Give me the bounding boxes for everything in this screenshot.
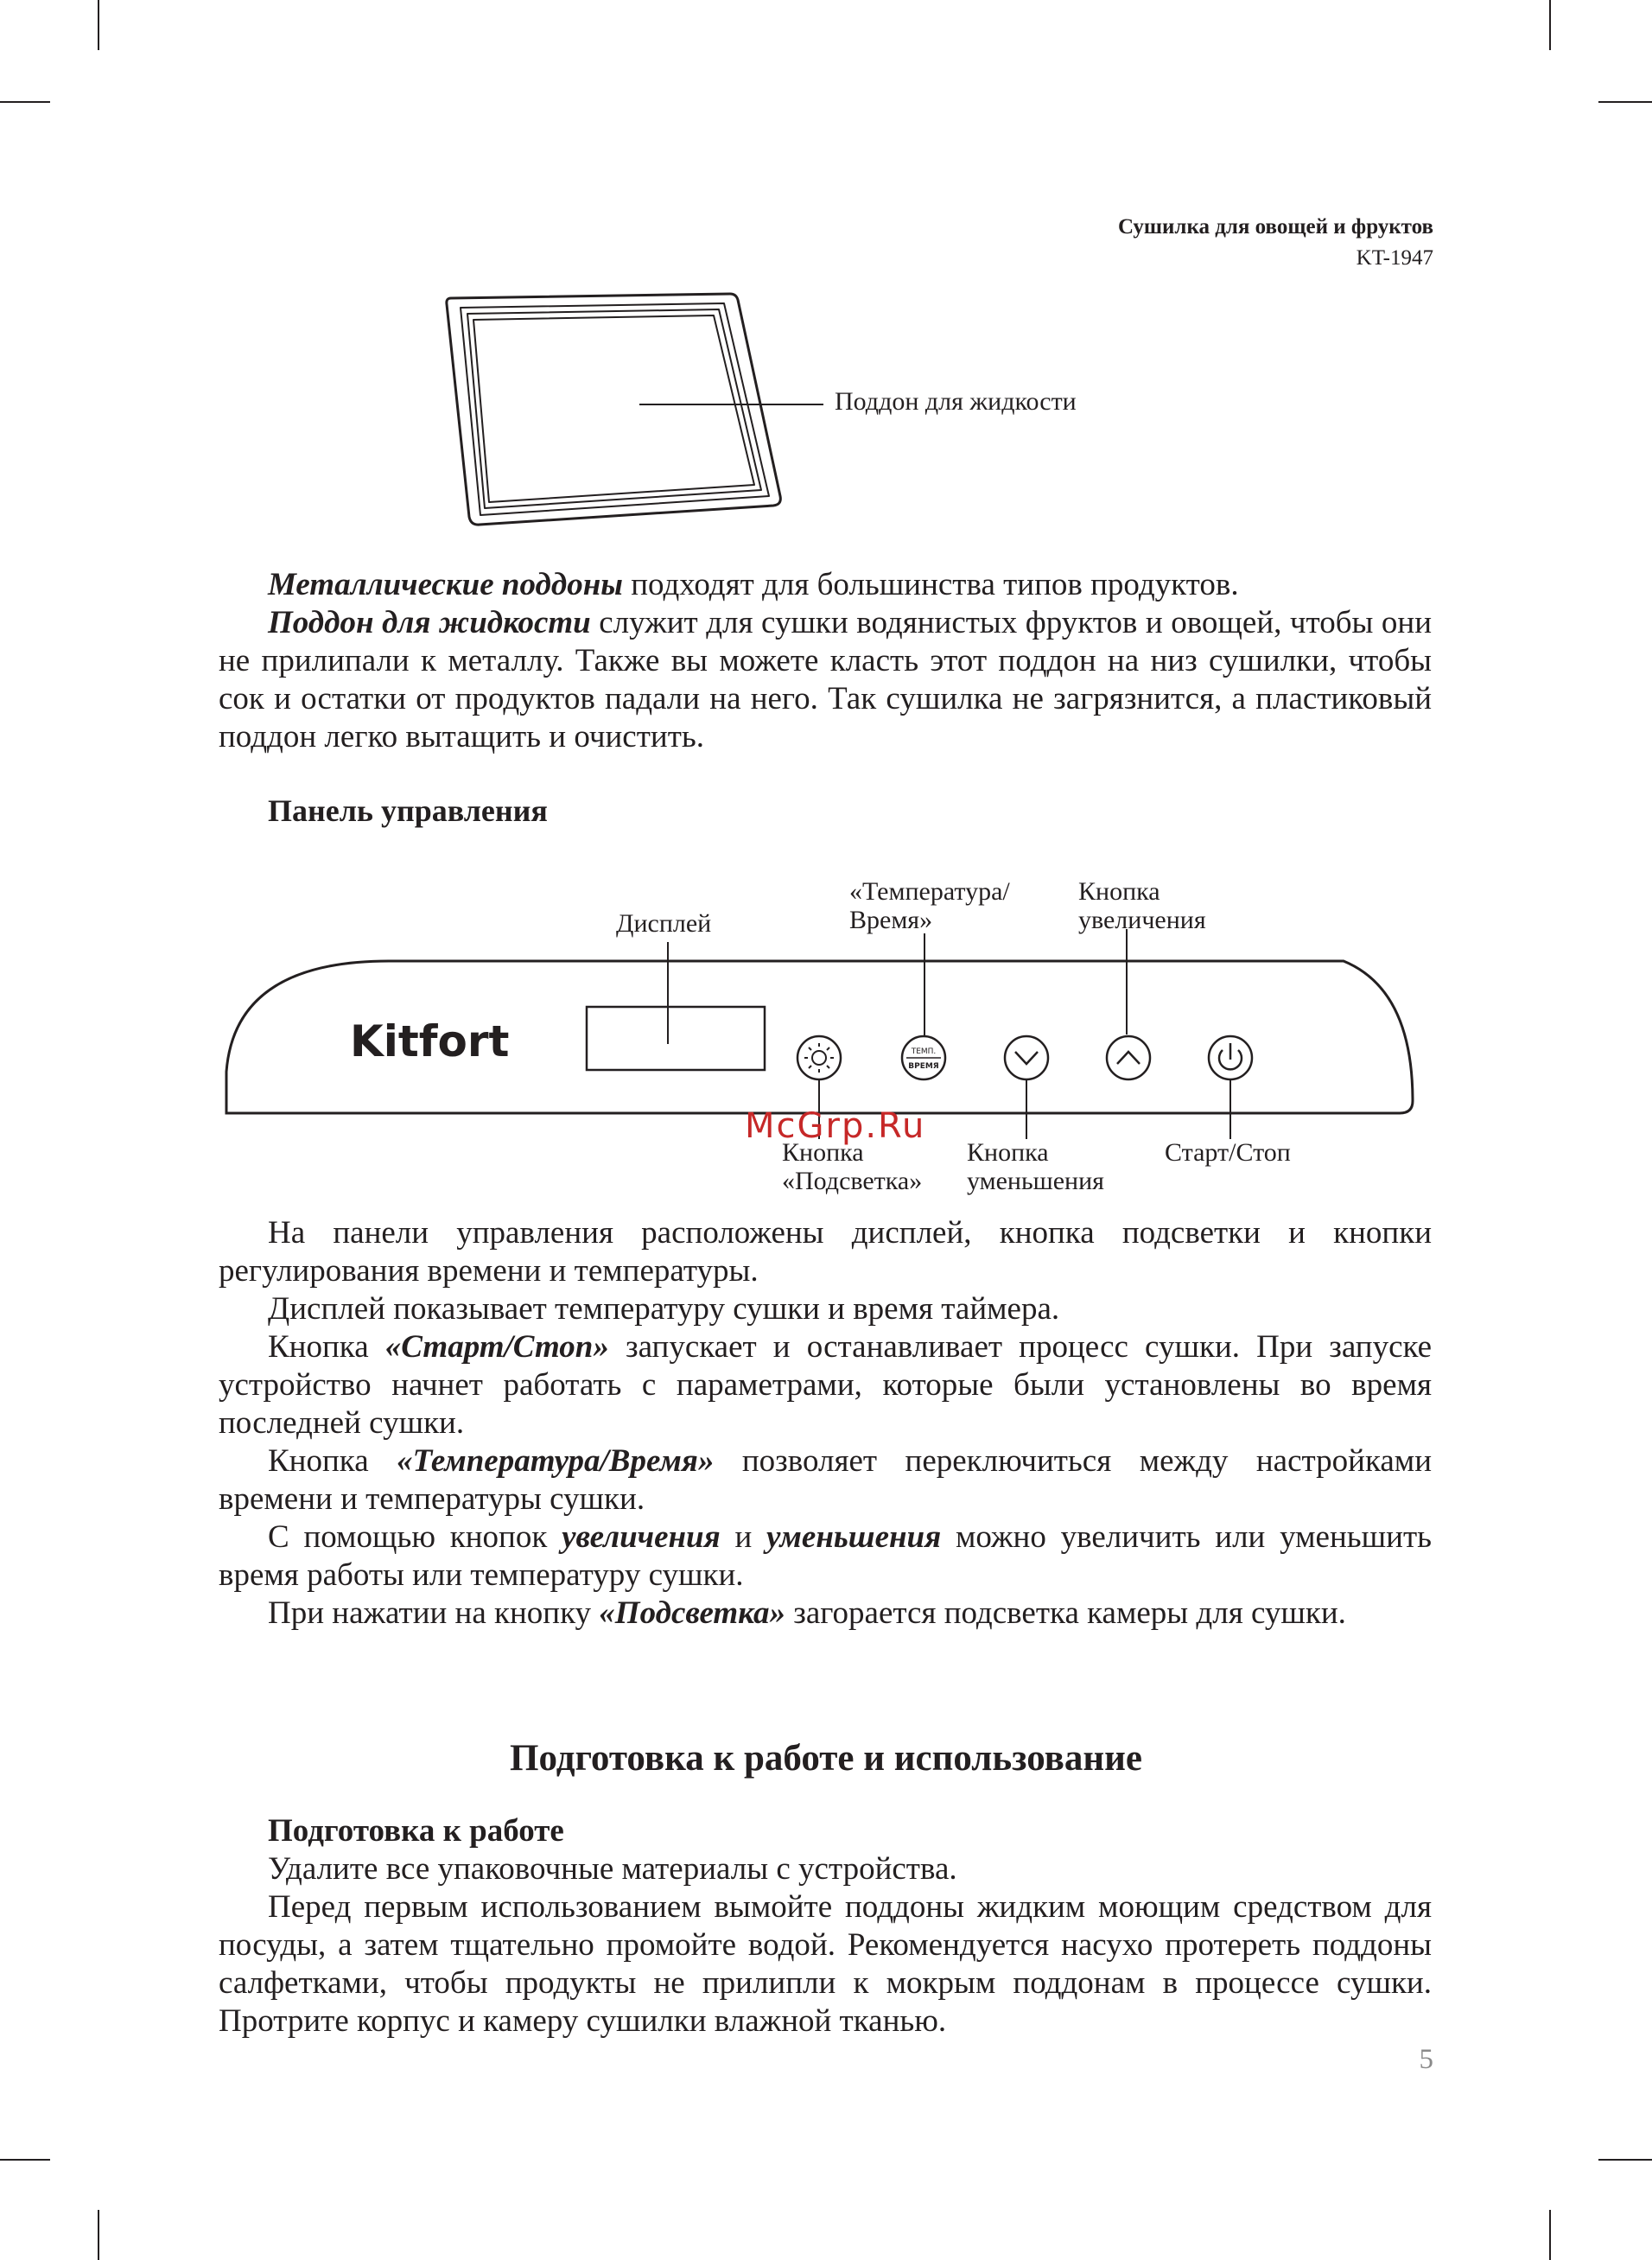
panel-paragraph: При нажатии на кнопку «Подсветка» загорается подсветка камеры для сушки. [268,1595,1346,1631]
increase-button [1107,1036,1150,1079]
chevron-down-icon [1015,1052,1038,1064]
label-increase: Кнопка увеличения [1078,877,1206,934]
liquid-tray-drawing [447,294,823,525]
label-display: Дисплей [616,909,712,938]
page-number: 5 [1419,2044,1433,2075]
brand-logo: Kitfort [350,1016,510,1066]
prep-subheading: Подготовка к работе [268,1813,564,1849]
panel-paragraph: Кнопка «Температура/Время» позволяет переключиться между настройками времени и температуры сушки. [219,1443,1433,1517]
sun-icon [804,1043,834,1073]
intro-text [219,566,1432,756]
label-decrease: Кнопка уменьшения [967,1138,1104,1195]
label-light: Кнопка «Подсветка» [782,1138,923,1195]
panel-description [219,1214,1432,1633]
prep-section [219,1812,1432,2040]
header-title: Сушилка для овощей и фруктов [1117,215,1433,239]
label-temp-time: «Температура/ Время» [849,877,1010,934]
panel-paragraph: С помощью кнопок увеличения и уменьшения можно увеличить или уменьшить время работы или температуру сушки. [219,1519,1432,1593]
panel-paragraph: Дисплей показывает температуру сушки и время таймера. [268,1291,1060,1327]
watermark: McGrp.Ru [745,1106,926,1146]
chevron-up-icon [1117,1052,1140,1064]
panel-paragraph: На панели управления расположены дисплей, кнопка подсветки и кнопки регулирования времени и температуры. [219,1215,1432,1289]
label-start-stop: Старт/Стоп [1165,1138,1291,1167]
temp-button-label-top: ТЕМП. [911,1047,937,1056]
prep-paragraph: Удалите все упаковочные материалы с устройства. [268,1851,957,1887]
display-window [587,1007,765,1070]
intro-paragraph: Металлические поддоны подходят для большинства типов продуктов. [268,567,1239,602]
light-button [797,1036,841,1079]
intro-paragraph: Поддон для жидкости служит для сушки водянистых фруктов и овощей, чтобы они не прилипали к металлу. Также вы можете класть этот поддон на низ сушилки, чтобы сок и остатки от продуктов падали на него. Так сушилка не загрязнится, а пластиковый поддон легко вытащить и очистить. [219,605,1432,754]
temp-button-label-bottom: ВРЕМЯ [908,1062,939,1071]
panel-paragraph: Кнопка «Старт/Стоп» запускает и останавливает процесс сушки. При запуске устройство начнет работать с параметрами, которые были установлены во время последней сушки. [219,1329,1432,1441]
panel-heading: Панель управления [268,793,548,828]
tray-callout-label: Поддон для жидкости [835,387,1077,416]
section-title: Подготовка к работе и использование [510,1738,1142,1779]
header-model: KT-1947 [1356,246,1433,270]
prep-paragraph: Перед первым использованием вымойте поддоны жидким моющим средством для посуды, а затем тщательно промойте водой. Рекомендуется насухо протереть поддоны салфетками, чтобы продукты не прилипли к мокрым поддонам в процессе сушки. Протрите корпус и камеру сушилки влажной тканью. [219,1889,1432,2039]
decrease-button [1005,1036,1048,1079]
